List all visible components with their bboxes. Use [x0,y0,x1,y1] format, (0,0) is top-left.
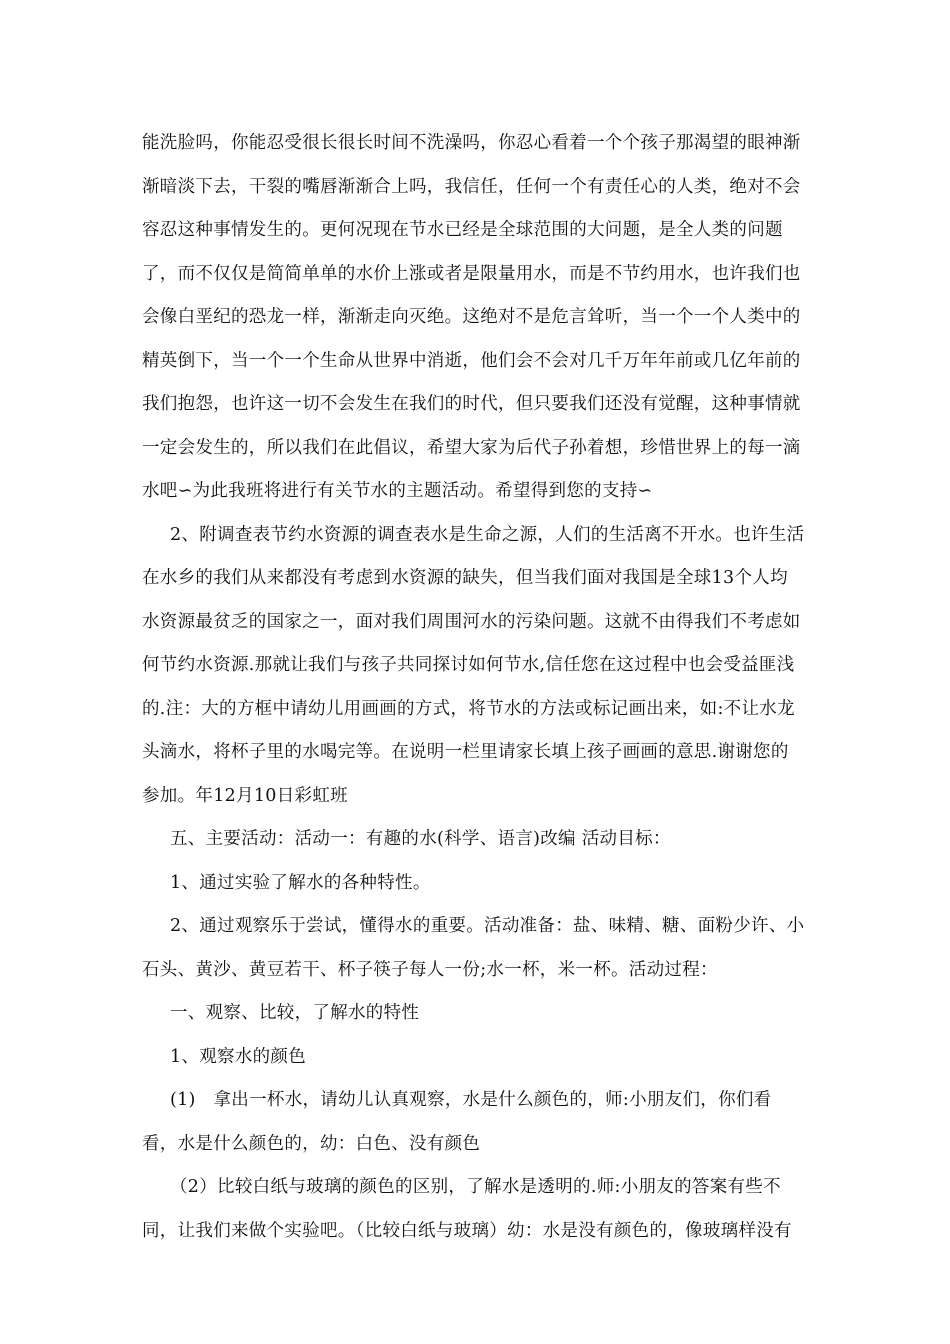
text-line: 水资源最贫乏的国家之一，面对我们周围河水的污染问题。这就不由得我们不考虑如 [142,612,801,632]
paragraph-start-line: （2）比较白纸与玻璃的颜色的区别，了解水是透明的.师:小朋友的答案有些不 [170,1177,781,1197]
text-line: 在水乡的我们从来都没有考虑到水资源的缺失，但当我们面对我国是全球13个人均 [142,568,788,588]
text-line: 水吧∽为此我班将进行有关节水的主题活动。希望得到您的支持∽ [142,481,653,501]
text-line: 精英倒下，当一个一个生命从世界中消逝，他们会不会对几千万年年前或几亿年前的 [142,351,801,371]
text-line: 能洗脸吗，你能忍受很长很长时间不洗澡吗，你忍心看着一个个孩子那渴望的眼神渐 [142,133,801,153]
section-heading: 五、主要活动：活动一：有趣的水(科学、语言)改编 活动目标： [170,829,671,849]
text-line: 会像白垩纪的恐龙一样，渐渐走向灭绝。这绝对不是危言耸听，当一个一个人类中的 [142,307,801,327]
text-line: 何节约水资源.那就让我们与孩子共同探讨如何节水,信任您在这过程中也会受益匪浅 [142,655,795,675]
text-line: 石头、黄沙、黄豆若干、杯子筷子每人一份;水一杯，米一杯。活动过程： [142,960,718,980]
paragraph-start-line: 1、观察水的颜色 [170,1047,307,1067]
text-line: 了，而不仅仅是简简单单的水价上涨或者是限量用水，而是不节约用水，也许我们也 [142,264,801,284]
text-line: 渐暗淡下去，干裂的嘴唇渐渐合上吗，我信任，任何一个有责任心的人类，绝对不会 [142,177,801,197]
text-line: 我们抱怨，也许这一切不会发生在我们的时代，但只要我们还没有觉醒，这种事情就 [142,394,801,414]
text-line: 同，让我们来做个实验吧。（比较白纸与玻璃）幼：水是没有颜色的，像玻璃样没有 [142,1221,792,1241]
paragraph-start-line: (1) 拿出一杯水，请幼儿认真观察，水是什么颜色的，师:小朋友们，你们看 [170,1090,772,1110]
text-line: 看，水是什么颜色的，幼：白色、没有颜色 [142,1134,481,1154]
text-line: 一定会发生的，所以我们在此倡议，希望大家为后代子孙着想，珍惜世界上的每一滴 [142,438,801,458]
text-line: 容忍这种事情发生的。更何况现在节水已经是全球范围的大问题，是全人类的问题 [142,220,783,240]
paragraph-start-line: 1、通过实验了解水的各种特性。 [170,873,431,893]
paragraph-start-line: 2、附调查表节约水资源的调查表水是生命之源，人们的生活离不开水。也许生活 [170,525,805,545]
text-line: 参加。年12月10日彩虹班 [142,786,348,806]
text-line: 头滴水，将杯子里的水喝完等。在说明一栏里请家长填上孩子画画的意思.谢谢您的 [142,742,789,762]
paragraph-start-line: 2、通过观察乐于尝试，懂得水的重要。活动准备：盐、味精、糖、面粉少许、小 [170,916,805,936]
text-line: 的.注：大的方框中请幼儿用画画的方式，将节水的方法或标记画出来，如:不让水龙 [142,699,795,719]
subsection-heading: 一、观察、比较，了解水的特性 [170,1003,420,1023]
